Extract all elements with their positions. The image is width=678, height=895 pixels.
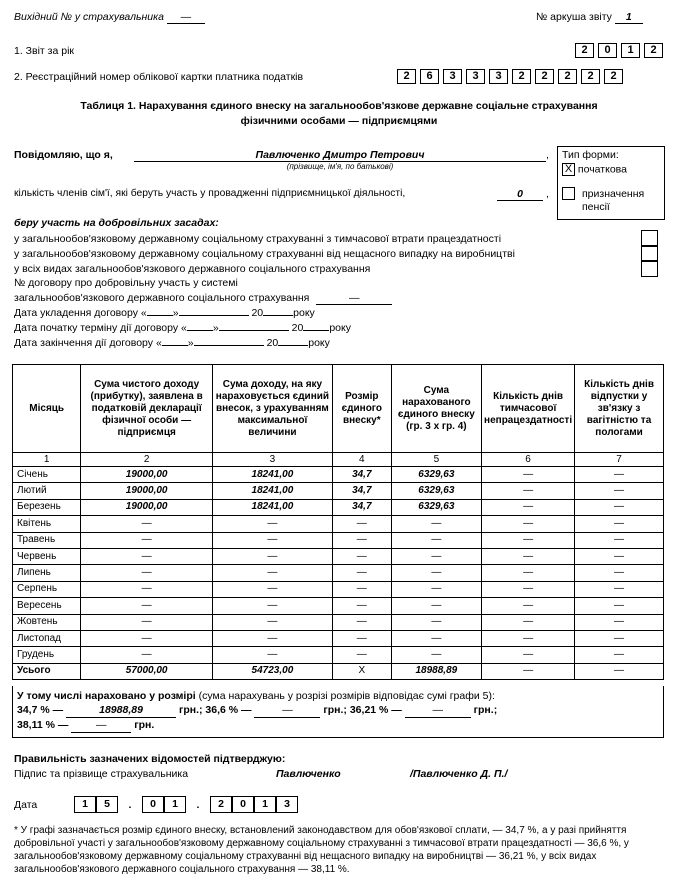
date-label: Дата xyxy=(14,799,38,811)
sick-days-cell[interactable]: — xyxy=(482,581,575,597)
voluntary-line1: у загальнообов'язковому державному соціальному страхуванні з тимчасової втрати працездатності xyxy=(14,233,502,245)
total-contribution[interactable]: 18988,89 xyxy=(391,663,481,679)
tax-id-digit: 2 xyxy=(604,69,623,84)
table-title-line1: Таблиця 1. Нарахування єдиного внеску на загальнообов'язкове державне соціальне страхування xyxy=(80,100,598,112)
voluntary-line2: у загальнообов'язковому державному соціальному страхуванні від нещасного випадку на виробництві xyxy=(14,248,515,260)
taxable-income-cell[interactable]: 18241,00 xyxy=(212,483,332,499)
person-name: Павлюченко Дмитро Петрович xyxy=(255,149,425,161)
month-cell: Квітень xyxy=(13,516,81,532)
sick-days-cell[interactable]: — xyxy=(482,630,575,646)
confirm-title: Правильність зазначених відомостей підтверджую: xyxy=(14,753,286,765)
date-start-day[interactable] xyxy=(187,330,213,331)
date-end-month[interactable] xyxy=(194,345,264,346)
contribution-cell[interactable]: — xyxy=(391,614,481,630)
net-income-cell[interactable]: — xyxy=(81,647,212,663)
col-number: 6 xyxy=(482,453,575,467)
date-signed-year[interactable] xyxy=(263,315,293,316)
initial-checkbox[interactable]: X xyxy=(562,163,575,176)
maternity-days-cell[interactable]: — xyxy=(575,499,664,515)
rate-cell[interactable]: 34,7 xyxy=(332,483,391,499)
rate-cell[interactable]: — xyxy=(332,630,391,646)
net-income-cell[interactable]: — xyxy=(81,614,212,630)
date-digit: 1 xyxy=(164,796,186,813)
total-label: Усього xyxy=(13,663,81,679)
rate-3621-value[interactable]: — xyxy=(405,703,471,718)
header-taxable-income: Сума доходу, на яку нараховується єдиний внесок, з урахуванням максимальної величини xyxy=(212,365,332,453)
month-cell: Жовтень xyxy=(13,614,81,630)
rate-3811-value[interactable]: — xyxy=(71,718,131,733)
month-cell: Червень xyxy=(13,548,81,564)
year-digit: 0 xyxy=(598,43,617,58)
date-digit: 1 xyxy=(254,796,276,813)
contribution-cell[interactable]: 6329,63 xyxy=(391,483,481,499)
rate-cell[interactable]: 34,7 xyxy=(332,499,391,515)
date-digit: 0 xyxy=(232,796,254,813)
net-income-cell[interactable]: 19000,00 xyxy=(81,499,212,515)
form-type-box xyxy=(557,146,665,220)
name-hint: (прізвище, ім'я, по батькові) xyxy=(286,162,394,171)
tax-id-digit: 2 xyxy=(397,69,416,84)
form-type-title: Тип форми: xyxy=(562,149,619,161)
sick-days-cell[interactable]: — xyxy=(482,483,575,499)
maternity-days-cell[interactable]: — xyxy=(575,548,664,564)
quote: » xyxy=(172,307,179,319)
contribution-cell[interactable]: — xyxy=(391,516,481,532)
table-row xyxy=(13,516,664,532)
rate-cell[interactable]: — xyxy=(332,581,391,597)
sick-days-cell[interactable]: — xyxy=(482,548,575,564)
comma: , xyxy=(546,149,549,161)
col-number: 4 xyxy=(332,453,391,467)
table-row xyxy=(13,630,664,646)
date-signed-month[interactable] xyxy=(179,315,249,316)
summary-note: (сума нарахувань у розрізі розмірів відповідає сумі графи 5): xyxy=(198,690,495,702)
sick-days-cell[interactable]: — xyxy=(482,647,575,663)
family-count-field[interactable] xyxy=(497,188,543,201)
table-row xyxy=(13,532,664,548)
date-end-year[interactable] xyxy=(278,345,308,346)
tax-id-digit: 6 xyxy=(420,69,439,84)
maternity-days-cell[interactable]: — xyxy=(575,614,664,630)
contribution-cell[interactable]: — xyxy=(391,581,481,597)
taxable-income-cell[interactable]: 18241,00 xyxy=(212,499,332,515)
header-net-income: Сума чистого доходу (прибутку), заявлена в податковій декларації фізичної особи — підприємця xyxy=(81,365,212,453)
contribution-cell[interactable]: — xyxy=(391,532,481,548)
rate-3621-label: 36,21 % — xyxy=(349,704,402,716)
month-cell: Липень xyxy=(13,565,81,581)
rate-cell[interactable]: 34,7 xyxy=(332,467,391,483)
sheet-no-value[interactable]: 1 xyxy=(615,11,643,24)
taxable-income-cell[interactable]: — xyxy=(212,614,332,630)
year-digit: 2 xyxy=(575,43,594,58)
net-income-cell[interactable]: — xyxy=(81,630,212,646)
sick-days-cell[interactable]: — xyxy=(482,516,575,532)
taxable-income-cell[interactable]: — xyxy=(212,548,332,564)
rate-summary: У тому числі нараховано у розмірі (сума нарахувань у розрізі розмірів відповідає сумі графи 5): 34,7 % — 18988,89 грн.; 36,6 % — — грн.; 36,21 % — — грн.; 38,11 % — — грн. xyxy=(12,686,664,738)
date-start-row xyxy=(14,322,351,334)
contract-no-value[interactable]: — xyxy=(316,292,392,305)
sick-days-cell[interactable]: — xyxy=(482,532,575,548)
rate-cell[interactable]: — xyxy=(332,598,391,614)
taxable-income-cell[interactable]: — xyxy=(212,581,332,597)
col-number: 1 xyxy=(13,453,81,467)
tax-id-digits[interactable] xyxy=(397,69,627,84)
family-count: 0 xyxy=(517,188,523,200)
rate-cell[interactable]: — xyxy=(332,548,391,564)
tax-id-digit: 3 xyxy=(466,69,485,84)
taxable-income-cell[interactable]: — xyxy=(212,532,332,548)
currency: грн. xyxy=(323,704,344,716)
contribution-cell[interactable]: 6329,63 xyxy=(391,499,481,515)
report-year-label: 1. Звіт за рік xyxy=(14,45,74,57)
date-end-label: Дата закінчення дії договору « xyxy=(14,337,162,349)
signature[interactable]: Павлюченко xyxy=(276,768,341,780)
insurer-no-value[interactable]: — xyxy=(167,11,205,24)
date-digit: 1 xyxy=(74,796,96,813)
contribution-table xyxy=(12,364,664,680)
date-separator: . xyxy=(128,798,132,811)
date-start-month[interactable] xyxy=(219,330,289,331)
rate-cell[interactable]: — xyxy=(332,647,391,663)
sheet-no-field xyxy=(536,11,643,24)
maternity-days-cell[interactable]: — xyxy=(575,467,664,483)
date-end-day[interactable] xyxy=(162,345,188,346)
table-row xyxy=(13,483,664,499)
month-cell: Серпень xyxy=(13,581,81,597)
net-income-cell[interactable]: — xyxy=(81,532,212,548)
quote: » xyxy=(212,322,219,334)
column-numbers-row xyxy=(13,453,664,467)
date-separator: . xyxy=(196,798,200,811)
taxable-income-cell[interactable]: — xyxy=(212,565,332,581)
table-row xyxy=(13,467,664,483)
voluntary-checkbox-3[interactable] xyxy=(641,260,658,277)
year-word: року xyxy=(308,337,330,349)
net-income-cell[interactable]: — xyxy=(81,565,212,581)
col-number: 5 xyxy=(391,453,481,467)
maternity-days-cell[interactable]: — xyxy=(575,516,664,532)
rate-cell[interactable]: — xyxy=(332,516,391,532)
rate-36-label: 36,6 % — xyxy=(205,704,252,716)
tax-id-digit: 2 xyxy=(535,69,554,84)
sick-days-cell[interactable]: — xyxy=(482,499,575,515)
table-row xyxy=(13,548,664,564)
col-number: 3 xyxy=(212,453,332,467)
taxable-income-cell[interactable]: — xyxy=(212,516,332,532)
total-row xyxy=(13,663,664,679)
taxable-income-cell[interactable]: — xyxy=(212,647,332,663)
tax-id-digit: 2 xyxy=(558,69,577,84)
rate-3811-label: 38,11 % — xyxy=(17,719,69,731)
family-label: кількість членів сім'ї, які беруть участь у провадженні підприємницької діяльності, xyxy=(14,188,406,199)
taxable-income-cell[interactable]: 18241,00 xyxy=(212,467,332,483)
month-cell: Грудень xyxy=(13,647,81,663)
rate-34-value[interactable]: 18988,89 xyxy=(66,703,176,718)
person-name-field[interactable] xyxy=(134,149,546,162)
signature-label: Підпис та прізвище страхувальника xyxy=(14,768,189,780)
header-sick-days: Кількість днів тимчасової непрацездатності xyxy=(482,365,575,453)
net-income-cell[interactable]: — xyxy=(81,598,212,614)
rate-36-value[interactable]: — xyxy=(254,703,320,718)
month-cell: Лютий xyxy=(13,483,81,499)
year-digit: 2 xyxy=(644,43,663,58)
net-income-cell[interactable]: — xyxy=(81,548,212,564)
contribution-cell[interactable]: 6329,63 xyxy=(391,467,481,483)
header-contribution: Сума нарахованого єдиного внеску (гр. 3 х гр. 4) xyxy=(391,365,481,453)
net-income-cell[interactable]: 19000,00 xyxy=(81,483,212,499)
date-field[interactable] xyxy=(74,796,298,813)
tax-id-digit: 3 xyxy=(443,69,462,84)
currency: грн. xyxy=(473,704,494,716)
net-income-cell[interactable]: — xyxy=(81,516,212,532)
notify-label: Повідомляю, що я, xyxy=(14,149,113,161)
date-start-year[interactable] xyxy=(303,330,329,331)
year-digit: 1 xyxy=(621,43,640,58)
contribution-cell[interactable]: — xyxy=(391,630,481,646)
month-cell: Вересень xyxy=(13,598,81,614)
date-digit: 2 xyxy=(210,796,232,813)
insurer-no-label: Вихідний № у страхувальника xyxy=(14,11,164,23)
date-signed-day[interactable] xyxy=(147,315,173,316)
currency: грн. xyxy=(134,719,155,731)
maternity-days-cell[interactable]: — xyxy=(575,598,664,614)
contribution-cell[interactable]: — xyxy=(391,647,481,663)
contract-no-line2: загальнообов'язкового державного соціального страхування xyxy=(14,292,310,304)
sick-days-cell[interactable]: — xyxy=(482,614,575,630)
date-end-row xyxy=(14,337,330,349)
net-income-cell[interactable]: — xyxy=(81,581,212,597)
century: 20 xyxy=(291,322,304,334)
pension-checkbox[interactable] xyxy=(562,187,575,200)
col-number: 2 xyxy=(81,453,212,467)
taxable-income-cell[interactable]: — xyxy=(212,630,332,646)
maternity-days-cell[interactable]: — xyxy=(575,565,664,581)
table-row xyxy=(13,499,664,515)
total-net-income[interactable]: 57000,00 xyxy=(81,663,212,679)
footnote: * У графі зазначається розмір єдиного внеску, встановлений законодавством для обов'язкової сплати, — 34,7 %, а у разі прийняття добровільної участі у загальнообов'язковому державному соціальному страхуванні з тимчасової втрати працездатності — 36,6 %, у загальнообов'язковому державному соціальному страхуванні від нещасного випадку на виробництві — 36,21 %, у всіх видах загальнообов'язкового державного соціального страхування — 38,11 %. xyxy=(14,825,629,875)
initial-label: початкова xyxy=(577,163,627,176)
summary-label: У тому числі нараховано у розмірі xyxy=(17,690,196,702)
quote: » xyxy=(187,337,194,349)
sick-days-cell[interactable]: — xyxy=(482,565,575,581)
month-cell: Березень xyxy=(13,499,81,515)
comma: , xyxy=(546,188,549,200)
voluntary-title: беру участь на добровільних засадах: xyxy=(14,217,219,229)
contract-no-field xyxy=(14,292,392,305)
date-digit: 3 xyxy=(276,796,298,813)
total-sick-days[interactable]: — xyxy=(482,663,575,679)
year-word: року xyxy=(329,322,351,334)
taxable-income-cell[interactable]: — xyxy=(212,598,332,614)
maternity-days-cell[interactable]: — xyxy=(575,647,664,663)
contribution-cell[interactable]: — xyxy=(391,548,481,564)
rate-cell[interactable]: — xyxy=(332,532,391,548)
total-maternity-days[interactable]: — xyxy=(575,663,664,679)
century: 20 xyxy=(266,337,279,349)
table-row xyxy=(13,581,664,597)
net-income-cell[interactable]: 19000,00 xyxy=(81,467,212,483)
maternity-days-cell[interactable]: — xyxy=(575,581,664,597)
contribution-cell[interactable]: — xyxy=(391,598,481,614)
insurer-no-field xyxy=(14,11,205,24)
rate-34-label: 34,7 % — xyxy=(17,704,64,716)
rate-cell[interactable]: — xyxy=(332,565,391,581)
maternity-days-cell[interactable]: — xyxy=(575,532,664,548)
table-title-line2: фізичними особами — підприємцями xyxy=(240,115,438,127)
col-number: 7 xyxy=(575,453,664,467)
date-digit: 0 xyxy=(142,796,164,813)
total-rate: X xyxy=(332,663,391,679)
maternity-days-cell[interactable]: — xyxy=(575,630,664,646)
date-signed-row xyxy=(14,307,315,319)
table-row xyxy=(13,565,664,581)
signer-name[interactable]: /Павлюченко Д. П./ xyxy=(410,768,508,780)
rate-cell[interactable]: — xyxy=(332,614,391,630)
contribution-cell[interactable]: — xyxy=(391,565,481,581)
sick-days-cell[interactable]: — xyxy=(482,467,575,483)
tax-id-digit: 2 xyxy=(512,69,531,84)
sheet-no-label: № аркуша звіту xyxy=(536,11,612,23)
table-row xyxy=(13,614,664,630)
month-cell: Січень xyxy=(13,467,81,483)
voluntary-line3: у всіх видах загальнообов'язкового державного соціального страхування xyxy=(14,263,371,275)
currency: грн. xyxy=(178,704,199,716)
total-taxable-income[interactable]: 54723,00 xyxy=(212,663,332,679)
pension-label: призначення пенсії xyxy=(582,188,645,213)
tax-id-digit: 3 xyxy=(489,69,508,84)
century: 20 xyxy=(251,307,264,319)
date-start-label: Дата початку терміну дії договору « xyxy=(14,322,187,334)
contract-no-line1: № договору про добровільну участь у системі xyxy=(14,277,238,289)
header-month: Місяць xyxy=(13,365,81,453)
maternity-days-cell[interactable]: — xyxy=(575,483,664,499)
table-row xyxy=(13,647,664,663)
header-maternity-days: Кількість днів відпустки у зв'язку з вагітністю та пологами xyxy=(575,365,664,453)
sick-days-cell[interactable]: — xyxy=(482,598,575,614)
table-row xyxy=(13,598,664,614)
tax-id-label: 2. Реєстраційний номер облікової картки платника податків xyxy=(14,71,304,83)
date-digit: 5 xyxy=(96,796,118,813)
tax-id-digit: 2 xyxy=(581,69,600,84)
month-cell: Травень xyxy=(13,532,81,548)
date-signed-label: Дата укладення договору « xyxy=(14,307,147,319)
month-cell: Листопад xyxy=(13,630,81,646)
year-word: року xyxy=(293,307,315,319)
report-year-digits[interactable] xyxy=(575,43,667,58)
header-rate: Розмір єдиного внеску* xyxy=(332,365,391,453)
